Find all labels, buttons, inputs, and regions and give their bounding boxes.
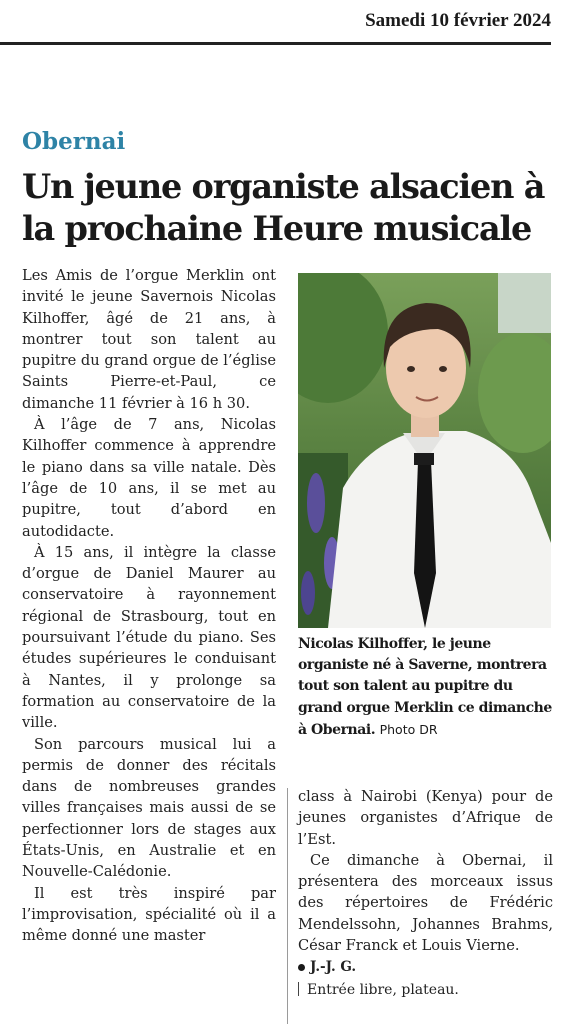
paragraph: Ce dimanche à Obernai, il présentera des morceaux issus des répertoires de Frédéric Mendelssohn, Johannes Brahms, César Franck et Louis Vierne. (298, 851, 553, 955)
caption-text: Nicolas Kilhoffer, le jeune organiste né à Saverne, montrera tout son talent au pupitre du grand orgue Merklin ce dimanche à Obernai. (298, 636, 552, 738)
header-rule (0, 42, 551, 45)
section-rubric: Obernai (22, 128, 126, 155)
paragraph: class à Nairobi (Kenya) pour de jeunes organistes d’Afrique de l’Est. (298, 788, 553, 848)
signature-text: J.-J. G. (310, 959, 357, 976)
info-bar-icon (298, 982, 299, 996)
info-text: Entrée libre, plateau. (307, 982, 459, 999)
paragraph: Il est très inspiré par l’improvisation, spécialité où il a même donné une master (22, 884, 276, 945)
portrait-photo (298, 273, 551, 628)
column-divider (287, 788, 288, 1024)
article-headline: Un jeune organiste alsacien à la prochaine Heure musicale (22, 167, 545, 248)
article-body-left (22, 265, 276, 947)
paragraph: Les Amis de l’orgue Merklin ont invité le jeune Savernois Nicolas Kilhoffer, âgé de 21 ans, à montrer tout son talent au pupitre du grand orgue de l’église Saints Pierre-et-Paul, ce dimanche 11 février à 16 h 30. (22, 267, 276, 412)
author-signature (298, 957, 553, 978)
photo-caption (298, 634, 553, 741)
photo-credit: Photo DR (379, 721, 438, 737)
edition-date: Samedi 10 février 2024 (365, 10, 551, 31)
bullet-icon (298, 964, 305, 971)
paragraph: À 15 ans, il intègre la classe d’orgue de Daniel Maurer au conservatoire à rayonnement régional de Strasbourg, tout en poursuivant l’étude du piano. Ses études supérieures le conduisant à Nantes, il y prolonge sa formation au conservatoire de la ville. (22, 543, 276, 732)
practical-info (298, 980, 553, 1001)
portrait-illustration (298, 273, 551, 628)
paragraph: Son parcours musical lui a permis de donner des récitals dans de nombreuses grandes villes françaises mais aussi de se perfectionner lors de stages aux États-Unis, en Australie et en Nouvelle-Calédonie. (22, 735, 276, 881)
paragraph: À l’âge de 7 ans, Nicolas Kilhoffer commence à apprendre le piano dans sa ville natale. Dès l’âge de 10 ans, il se met au pupitre, tout d’abord en autodidacte. (22, 416, 276, 540)
article-body-right (298, 786, 553, 1001)
